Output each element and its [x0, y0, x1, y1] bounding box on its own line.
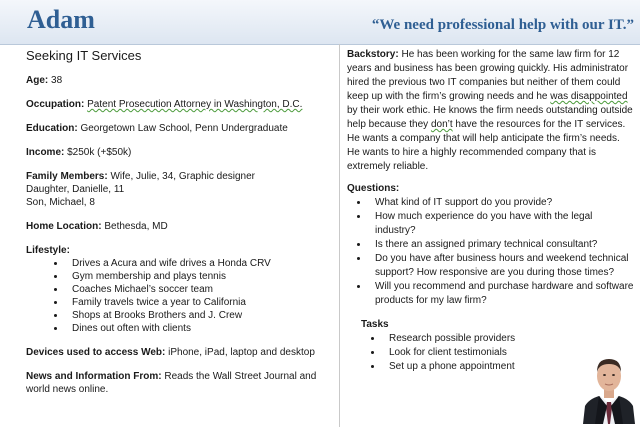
list-item: • Family travels twice a year to California: [66, 296, 332, 309]
home-value: Bethesda, MD: [104, 221, 168, 232]
family-label: Family Members:: [26, 171, 108, 182]
list-item: • Dines out often with clients: [66, 322, 332, 335]
income-label: Income:: [26, 147, 65, 158]
story-column: [347, 48, 635, 382]
devices-field: [26, 346, 332, 359]
backstory-label: Backstory:: [347, 49, 399, 60]
age-label: Age:: [26, 75, 49, 86]
income-value: $250k (+$50k): [67, 147, 132, 158]
list-item: • Do you have after business hours and weekend technical support? How responsive are you during those times?: [369, 252, 635, 280]
tasks-label: Tasks: [361, 319, 389, 330]
list-item: • Will you recommend and purchase hardware and software products for my law firm?: [369, 280, 635, 308]
list-item: • Research possible providers: [383, 332, 635, 346]
education-field: [26, 122, 332, 135]
news-field: [26, 370, 332, 396]
persona-subtitle: Seeking IT Services: [26, 48, 142, 63]
education-value: Georgetown Law School, Penn Undergraduate: [80, 123, 288, 134]
list-item: • Coaches Michael’s soccer team: [66, 283, 332, 296]
lifestyle-list: [26, 257, 332, 335]
questions-section: [347, 182, 635, 308]
persona-name: Adam: [27, 5, 95, 34]
backstory-underlined-phrase: was disappointed: [550, 91, 628, 102]
family-member-wife: Wife, Julie, 34, Graphic designer: [110, 171, 255, 182]
persona-header: [0, 0, 640, 45]
list-item: • Look for client testimonials: [383, 346, 635, 360]
list-item: • Set up a phone appointment: [383, 360, 635, 374]
age-value: 38: [51, 75, 63, 86]
persona-photo: [581, 344, 637, 424]
family-field: [26, 170, 332, 209]
list-item: • Is there an assigned primary technical consultant?: [369, 238, 635, 252]
news-value: Reads the Wall Street Journal and world news online.: [26, 371, 317, 395]
persona-quote: “We need professional help with our IT.”: [371, 17, 634, 33]
backstory-section: [347, 48, 635, 174]
occupation-field: [26, 98, 332, 111]
column-divider: [339, 44, 340, 427]
backstory-underlined-word: don’t: [430, 119, 453, 130]
backstory-text: by their work ethic. He knows the firm needs outstanding outside help because they: [347, 105, 633, 130]
list-item: • Drives a Acura and wife drives a Honda CRV: [66, 257, 332, 270]
occupation-value: Patent Prosecution Attorney in Washington, D.C.: [87, 99, 303, 110]
questions-label: Questions:: [347, 183, 400, 194]
backstory-text: have the resources for the IT services. He wants a company that will help anticipate the firm’s needs. He wants to hire a highly recommended company that is extremely reliable.: [347, 119, 626, 172]
devices-label: Devices used to access Web:: [26, 347, 166, 358]
lifestyle-label: Lifestyle:: [26, 245, 70, 256]
persona-portrait-icon: [581, 344, 637, 424]
list-item: • How much experience do you have with the legal industry?: [369, 210, 635, 238]
family-member-daughter: Daughter, Danielle, 11: [26, 184, 125, 195]
home-label: Home Location:: [26, 221, 102, 232]
list-item: • What kind of IT support do you provide?: [369, 196, 635, 210]
education-label: Education:: [26, 123, 78, 134]
income-field: [26, 146, 332, 159]
family-member-son: Son, Michael, 8: [26, 197, 95, 208]
list-item: • Shops at Brooks Brothers and J. Crew: [66, 309, 332, 322]
home-field: [26, 220, 332, 233]
profile-column: [26, 48, 332, 407]
lifestyle-field: [26, 244, 332, 335]
news-label: News and Information From:: [26, 371, 162, 382]
devices-value: iPhone, iPad, laptop and desktop: [168, 347, 315, 358]
backstory-text: He has been working for the same law firm for 12 years and business has been growing quickly. His administrator hired the previous two IT companies but neither of them could keep up with the firm’s growing needs and he: [347, 49, 629, 102]
age-field: [26, 74, 332, 87]
list-item: • Gym membership and plays tennis: [66, 270, 332, 283]
questions-list: [347, 196, 635, 308]
occupation-label: Occupation:: [26, 99, 85, 110]
